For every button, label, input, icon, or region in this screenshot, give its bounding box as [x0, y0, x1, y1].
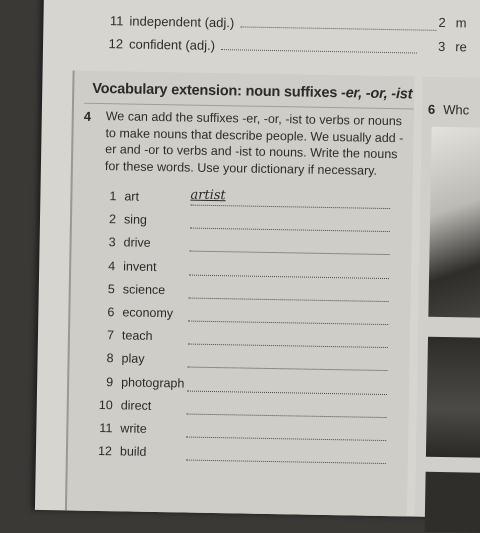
vocabulary-panel	[65, 71, 415, 517]
top-item-text: independent (adj.)	[129, 13, 235, 31]
item-number: 9	[106, 374, 114, 389]
side-item-text: re	[455, 39, 467, 55]
item-word: build	[119, 444, 147, 460]
exercise-number: 4	[83, 108, 92, 124]
exercise-number: 6	[427, 101, 436, 117]
side-item-text: m	[455, 15, 467, 31]
side-item-number: 2	[438, 14, 446, 31]
item-word: economy	[122, 305, 174, 321]
item-number: 7	[106, 328, 115, 343]
top-item-number: 12	[108, 36, 124, 52]
item-number: 1	[109, 189, 117, 204]
answer-line[interactable]	[188, 321, 388, 325]
photo-image	[426, 337, 480, 459]
answer-line[interactable]	[240, 16, 436, 30]
answer-line[interactable]	[189, 297, 389, 301]
item-number: 10	[98, 397, 113, 413]
item-number: 4	[108, 258, 116, 273]
top-item-text: confident (adj.)	[128, 36, 216, 53]
heading-text: Vocabulary extension: noun suffixes	[92, 80, 342, 102]
answer-line[interactable]	[188, 344, 388, 348]
item-word: invent	[123, 259, 157, 274]
item-word: photograph	[121, 375, 185, 391]
top-item-11	[103, 13, 436, 34]
photo-image	[428, 127, 480, 319]
item-number: 12	[97, 444, 113, 459]
item-word: science	[122, 282, 166, 297]
answer-line[interactable]	[221, 39, 417, 53]
side-item-number: 3	[437, 38, 446, 55]
answer-line[interactable]	[187, 367, 387, 371]
photo-image	[425, 472, 480, 533]
exercise-item	[86, 444, 406, 472]
item-word: art	[124, 189, 140, 204]
item-number: 8	[106, 351, 114, 366]
item-word: write	[120, 421, 147, 436]
item-word: teach	[121, 328, 153, 344]
answer-line[interactable]	[190, 205, 390, 209]
heading-suffixes: -er, -or, -ist	[340, 85, 413, 103]
section-heading	[92, 81, 412, 103]
exercise-instructions: We can add the suffixes -er, -or, -ist to verbs or nouns to make nouns that describe people. We usually add -er and -or to verbs and -ist to nouns. Write the nouns for these words. Use your dictionary if necessary.	[104, 109, 404, 178]
item-word: drive	[123, 235, 151, 251]
item-word: direct	[120, 398, 152, 413]
exercise-6-heading	[428, 102, 469, 118]
answer-line[interactable]	[186, 460, 386, 464]
side-item-3	[438, 39, 467, 55]
exercise-text: Whc	[443, 101, 470, 118]
answer-line[interactable]	[186, 437, 386, 441]
item-word: sing	[123, 212, 148, 228]
top-item-12	[103, 36, 417, 56]
item-number: 5	[107, 281, 115, 297]
answer-line[interactable]	[189, 274, 389, 278]
item-number: 2	[108, 212, 117, 227]
side-item-2	[438, 15, 466, 30]
answer-line[interactable]	[189, 251, 389, 255]
right-column	[415, 77, 480, 519]
item-number: 3	[108, 235, 116, 250]
handwritten-answer: artist	[190, 187, 226, 204]
item-number: 11	[99, 421, 113, 436]
answer-line[interactable]	[190, 228, 390, 232]
worksheet-page	[35, 0, 480, 518]
item-number: 6	[107, 305, 115, 320]
exercise-list	[91, 187, 411, 460]
item-word: play	[121, 351, 145, 367]
top-item-number: 11	[109, 13, 124, 29]
answer-line[interactable]	[187, 390, 387, 394]
answer-line[interactable]	[187, 413, 387, 417]
